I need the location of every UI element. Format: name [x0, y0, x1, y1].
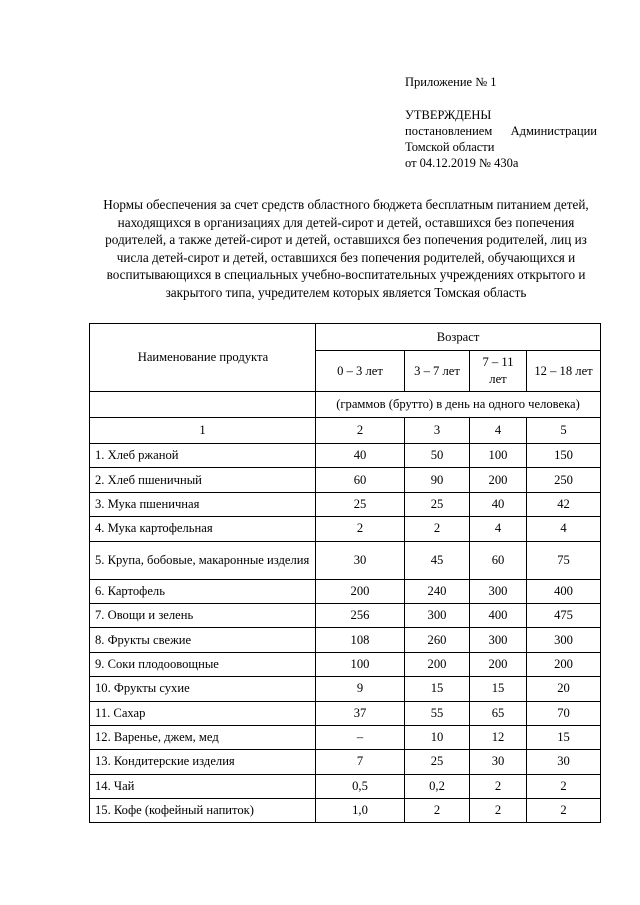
norm-value: 70	[527, 701, 601, 725]
product-name: 11. Сахар	[90, 701, 316, 725]
product-name: 7. Овощи и зелень	[90, 603, 316, 627]
norm-value: 4	[470, 517, 527, 541]
product-name: 13. Кондитерские изделия	[90, 750, 316, 774]
norm-value: 40	[470, 492, 527, 516]
table-row	[90, 701, 601, 725]
norm-value: –	[316, 725, 405, 749]
norm-value: 1,0	[316, 799, 405, 823]
norm-value: 15	[470, 677, 527, 701]
norm-value: 300	[470, 628, 527, 652]
table-row	[90, 750, 601, 774]
norm-value: 42	[527, 492, 601, 516]
product-name: 6. Картофель	[90, 579, 316, 603]
norm-value: 2	[405, 517, 470, 541]
product-name: 2. Хлеб пшеничный	[90, 468, 316, 492]
norm-value: 300	[470, 579, 527, 603]
norm-value: 2	[470, 774, 527, 798]
norm-value: 100	[316, 652, 405, 676]
norm-value: 50	[405, 444, 470, 468]
table-row	[90, 774, 601, 798]
product-name: 14. Чай	[90, 774, 316, 798]
unit-note: (граммов (брутто) в день на одного человека)	[316, 392, 601, 418]
norm-value: 400	[527, 579, 601, 603]
column-numbers-row	[90, 418, 601, 444]
norm-value: 60	[316, 468, 405, 492]
table-row	[90, 541, 601, 579]
table-row	[90, 444, 601, 468]
product-name: 1. Хлеб ржаной	[90, 444, 316, 468]
norm-value: 20	[527, 677, 601, 701]
norm-value: 200	[405, 652, 470, 676]
product-name: 8. Фрукты свежие	[90, 628, 316, 652]
norm-value: 4	[527, 517, 601, 541]
norm-value: 90	[405, 468, 470, 492]
table-row	[90, 677, 601, 701]
norm-value: 9	[316, 677, 405, 701]
table-row	[90, 628, 601, 652]
age-header: Возраст	[316, 324, 601, 351]
table-row	[90, 517, 601, 541]
table-header-row	[90, 324, 601, 351]
product-name: 5. Крупа, бобовые, макаронные изделия	[90, 541, 316, 579]
product-name: 10. Фрукты сухие	[90, 677, 316, 701]
norm-value: 108	[316, 628, 405, 652]
norm-value: 30	[316, 541, 405, 579]
norm-value: 2	[316, 517, 405, 541]
norm-value: 7	[316, 750, 405, 774]
product-name: 15. Кофе (кофейный напиток)	[90, 799, 316, 823]
approval-block	[405, 74, 600, 171]
age-group-12-18: 12 – 18 лет	[527, 351, 601, 392]
approval-date-number: от 04.12.2019 № 430а	[405, 156, 519, 170]
norm-value: 256	[316, 603, 405, 627]
norm-value: 37	[316, 701, 405, 725]
norm-value: 25	[405, 750, 470, 774]
column-number: 5	[527, 418, 601, 444]
norm-value: 240	[405, 579, 470, 603]
norm-value: 2	[527, 799, 601, 823]
norm-value: 400	[470, 603, 527, 627]
column-number: 2	[316, 418, 405, 444]
norm-value: 300	[405, 603, 470, 627]
norm-value: 200	[470, 468, 527, 492]
approval-decree-line	[405, 123, 597, 139]
annex-number: Приложение № 1	[405, 75, 497, 89]
product-name: 12. Варенье, джем, мед	[90, 725, 316, 749]
norm-value: 25	[316, 492, 405, 516]
norm-value: 2	[470, 799, 527, 823]
norm-value: 300	[527, 628, 601, 652]
table-row	[90, 725, 601, 749]
norm-value: 200	[527, 652, 601, 676]
table-row	[90, 603, 601, 627]
approval-authority: Администрации	[510, 124, 597, 138]
norm-value: 150	[527, 444, 601, 468]
column-number: 1	[90, 418, 316, 444]
product-name: 3. Мука пшеничная	[90, 492, 316, 516]
norm-value: 475	[527, 603, 601, 627]
column-number: 3	[405, 418, 470, 444]
table-row	[90, 579, 601, 603]
norm-value: 12	[470, 725, 527, 749]
norm-value: 55	[405, 701, 470, 725]
table-row	[90, 468, 601, 492]
norm-value: 100	[470, 444, 527, 468]
norm-value: 0,2	[405, 774, 470, 798]
table-row	[90, 652, 601, 676]
norm-value: 0,5	[316, 774, 405, 798]
product-name: 9. Соки плодоовощные	[90, 652, 316, 676]
approval-region: Томской области	[405, 140, 495, 154]
age-group-0-3: 0 – 3 лет	[316, 351, 405, 392]
age-group-3-7: 3 – 7 лет	[405, 351, 470, 392]
document-title: Нормы обеспечения за счет средств областного бюджета бесплатным питанием детей, находящихся в организациях для детей-сирот и детей, оставшихся без попечения родителей, а также детей-сирот и детей, оставшихся без попечения родителей, лиц из числа детей-сирот и детей, оставшихся без попечения родителей, обучающихся и воспитывающихся в специальных учебно-воспитательных учреждениях открытого и закрытого типа, учредителем которых является Томская область	[103, 197, 589, 300]
product-name: 4. Мука картофельная	[90, 517, 316, 541]
column-number: 4	[470, 418, 527, 444]
norm-value: 200	[470, 652, 527, 676]
norm-value: 15	[527, 725, 601, 749]
approved-label: УТВЕРЖДЕНЫ	[405, 108, 492, 122]
norm-value: 2	[527, 774, 601, 798]
table-row	[90, 799, 601, 823]
norm-value: 2	[405, 799, 470, 823]
norm-value: 30	[527, 750, 601, 774]
norm-value: 65	[470, 701, 527, 725]
norm-value: 260	[405, 628, 470, 652]
norm-value: 250	[527, 468, 601, 492]
norm-value: 15	[405, 677, 470, 701]
norm-value: 10	[405, 725, 470, 749]
norm-value: 25	[405, 492, 470, 516]
approval-decree-word: постановлением	[405, 124, 493, 138]
age-group-7-11: 7 – 11 лет	[470, 351, 527, 392]
table-row	[90, 492, 601, 516]
norm-value: 45	[405, 541, 470, 579]
norm-value: 200	[316, 579, 405, 603]
product-name-header: Наименование продукта	[90, 324, 316, 392]
norm-value: 60	[470, 541, 527, 579]
norm-value: 40	[316, 444, 405, 468]
unit-note-row	[90, 392, 601, 418]
norm-value: 30	[470, 750, 527, 774]
norm-value: 75	[527, 541, 601, 579]
nutrition-norms-table	[89, 323, 601, 823]
unit-note-spacer	[90, 392, 316, 418]
